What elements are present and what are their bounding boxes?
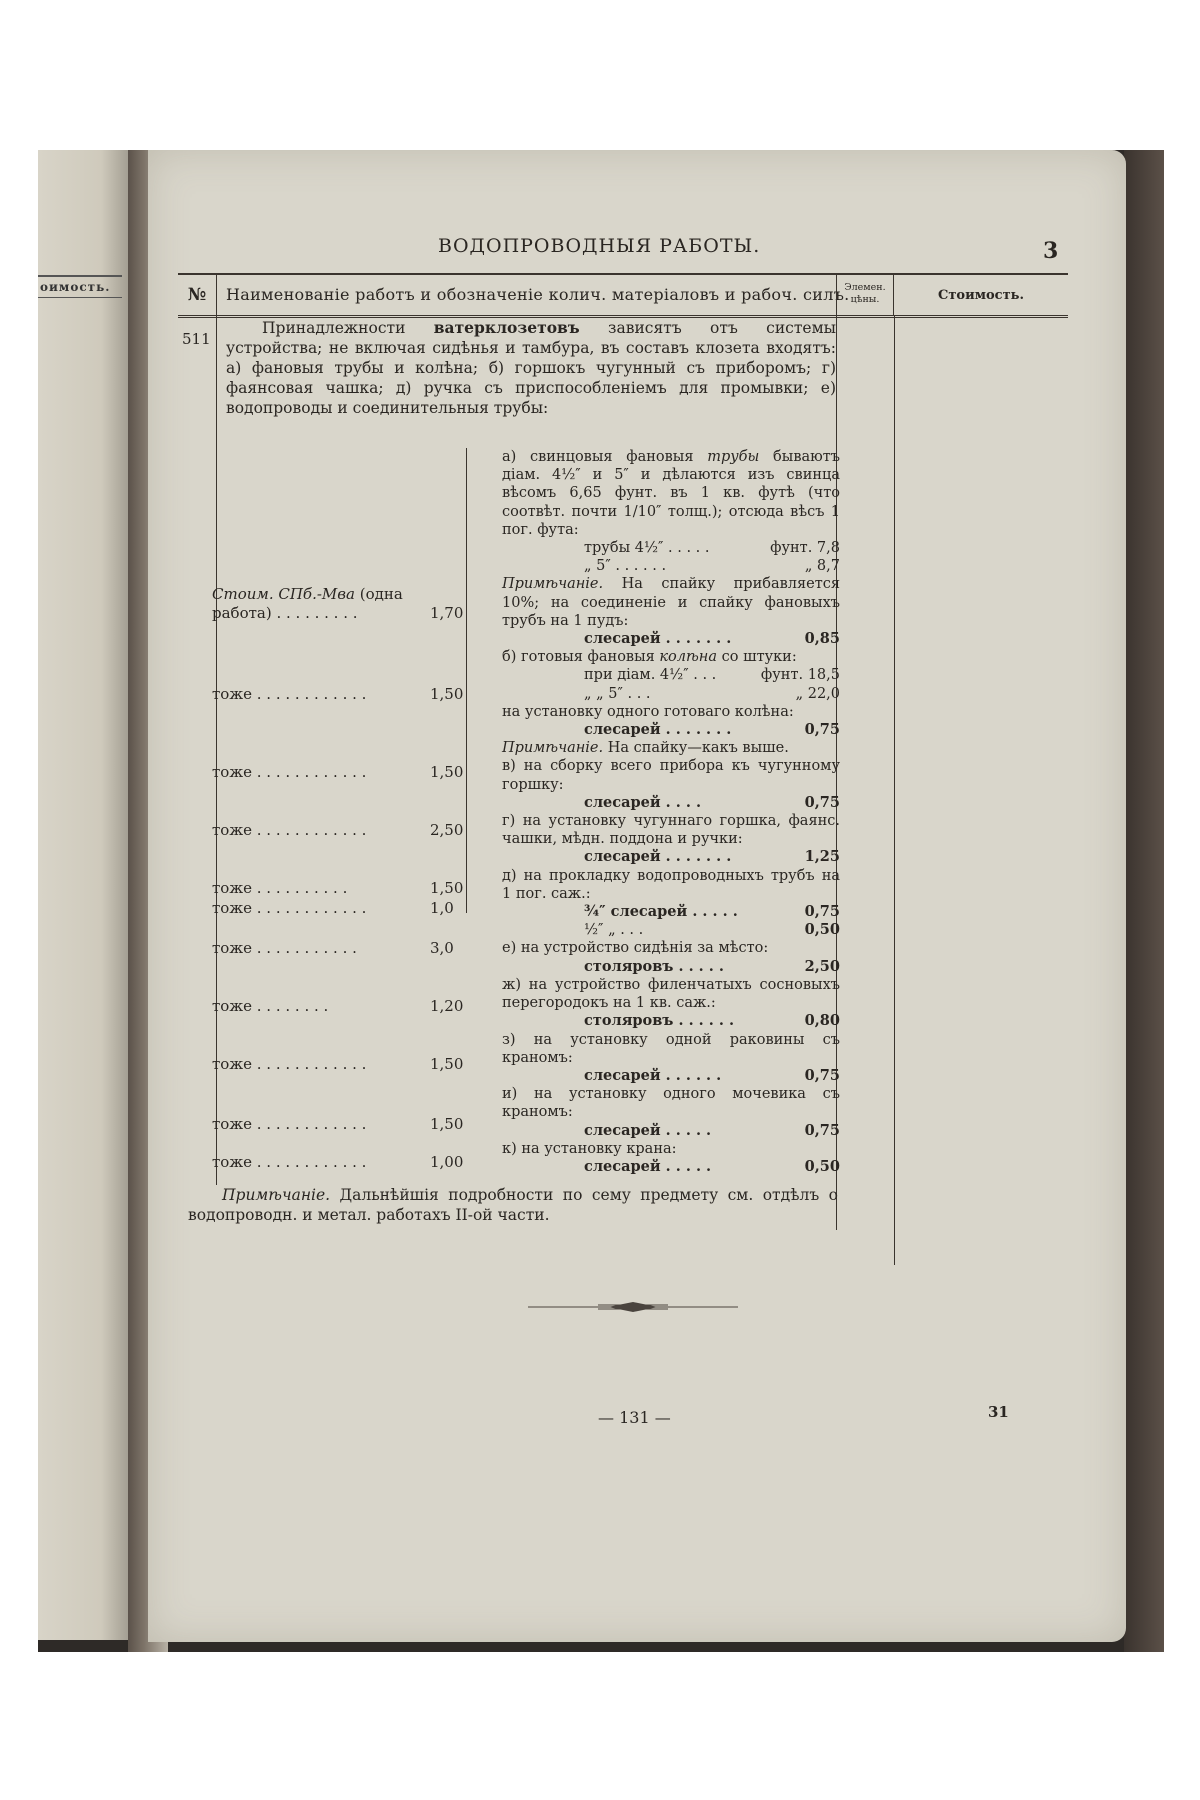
table-header <box>178 273 1068 318</box>
ornament-divider <box>528 1300 738 1314</box>
detail-fitter4: слесарей . . . . . . . 1,25 <box>584 848 840 866</box>
cost-column <box>178 445 468 1175</box>
cost-row: тоже . . . . . . . . . . 1,50 <box>212 879 464 897</box>
detail-pipe1: трубы 4½″ . . . . . фунт. 7,8 <box>584 540 840 557</box>
cost-row: тоже . . . . . . . . . . . . 1,50 <box>212 685 464 703</box>
detail-joiner2: столяровъ . . . . . . 0,80 <box>584 1012 840 1030</box>
entry-intro: Принадлежности ватерклозетовъ зависятъ отъ системы устройства; не включая сидѣнья и тамбура, въ составъ клозета входятъ: а) фановыя трубы и колѣна; б) горшокъ чугунный съ приборомъ; г) фаянсовая чашка; д) ручка съ приспособленіемъ для промывки; е) водопроводы и соединительныя трубы: <box>226 318 836 417</box>
detail-b: б) готовыя фановыя колѣна со штуки: <box>502 649 797 666</box>
detail-fitter2: слесарей . . . . . . . 0,75 <box>584 721 840 739</box>
header-number: № <box>178 275 217 315</box>
header-element-prices: Элемен. цѣны. <box>836 275 894 315</box>
detail-pipe2: „ 5″ . . . . . . „ 8,7 <box>584 558 840 575</box>
cost-row: тоже . . . . . . . . . . . . 1,50 <box>212 1055 464 1073</box>
detail-k: к) на установку крана: <box>502 1140 677 1157</box>
running-head: ВОДОПРОВОДНЫЯ РАБОТЫ. <box>438 235 761 257</box>
detail-fitter5: слесарей . . . . . . 0,75 <box>584 1066 840 1084</box>
cost-row: тоже . . . . . . . . . . . 3,0 <box>212 939 454 957</box>
detail-d: д) на прокладку водопроводныхъ трубъ на 1 пог. саж.: <box>502 867 840 902</box>
detail-note2: Примѣчаніе. На спайку—какъ выше. <box>502 740 789 757</box>
left-page <box>38 150 130 1640</box>
cost-first: Стоим. СПб.-Мва (одна работа) . . . . . . . . . 1,70 <box>212 585 464 622</box>
rule-element-prices-right <box>894 315 895 1265</box>
detail-zh: ж) на устройство филенчатыхъ сосновыхъ перегородокъ на 1 кв. саж.: <box>502 976 840 1012</box>
detail-d1: ¾″ слесарей . . . . . 0,75 <box>584 903 840 921</box>
detail-fitter7: слесарей . . . . . 0,50 <box>584 1157 840 1175</box>
cost-row: тоже . . . . . . . . 1,20 <box>212 997 464 1015</box>
detail-g: г) на установку чугуннаго горшка, фаянс. чашки, мѣдн. поддона и ручки: <box>502 813 840 848</box>
cost-row: тоже . . . . . . . . . . . . 1,00 <box>212 1153 464 1171</box>
detail-d2: ½″ „ . . . 0,50 <box>584 921 840 939</box>
detail-b-install: на установку одного готоваго колѣна: <box>502 703 794 720</box>
footnote: Примѣчаніе. Дальнѣйшія подробности по сему предмету см. отдѣлъ о водопроводн. и метал. работахъ II-ой части. <box>188 1186 838 1224</box>
folio-right: 31 <box>988 1403 1009 1421</box>
detail-b2: „ „ 5″ . . . „ 22,0 <box>584 685 840 702</box>
details-column <box>484 448 840 1176</box>
detail-fitter3: слесарей . . . . 0,75 <box>584 793 840 811</box>
detail-a: а) свинцовыя фановыя трубы бываютъ діам. 4½″ и 5″ и дѣлаются изъ свинца вѣсомъ 6,65 фунт. въ 1 кв. футѣ (что соотвѣт. почти 1/10″ толщ.); отсюда вѣсъ 1 пог. фута: <box>502 449 840 538</box>
detail-i: и) на установку одного мочевика съ краномъ: <box>502 1086 840 1121</box>
book-photo <box>38 150 1164 1652</box>
detail-v: в) на сборку всего прибора къ чугунному горшку: <box>502 758 840 793</box>
cost-row: тоже . . . . . . . . . . . . 2,50 <box>212 821 464 839</box>
detail-z: з) на установку одной раковины съ краномъ: <box>502 1031 840 1066</box>
detail-fitter1: слесарей . . . . . . . 0,85 <box>584 630 840 648</box>
header-name: Наименованіе работъ и обозначеніе колич. матеріаловъ и рабоч. силъ. <box>226 285 850 304</box>
cost-row: тоже . . . . . . . . . . . . 1,0 <box>212 899 454 917</box>
detail-fitter6: слесарей . . . . . 0,75 <box>584 1121 840 1139</box>
detail-b1: при діам. 4½″ . . . фунт. 18,5 <box>584 667 840 684</box>
cost-row: тоже . . . . . . . . . . . . 1,50 <box>212 1115 464 1133</box>
cost-row: тоже . . . . . . . . . . . . 1,50 <box>212 763 464 781</box>
left-page-header-fragment: оимость. <box>38 275 122 298</box>
entry-number: 511 <box>182 330 211 348</box>
detail-joiner1: столяровъ . . . . . 2,50 <box>584 957 840 975</box>
cost-first-value: 1,70 <box>430 604 464 622</box>
book-cover-edge <box>1124 150 1164 1652</box>
detail-e: е) на устройство сидѣнія за мѣсто: <box>502 940 769 957</box>
right-page <box>148 150 1126 1642</box>
detail-note1: Примѣчаніе. На спайку прибавляется 10%; на соединеніе и спайку фановыхъ трубъ на 1 пудъ: <box>502 576 840 629</box>
page-number: 3 <box>1043 238 1059 264</box>
entry-intro-bold: ватерклозетовъ <box>433 318 580 337</box>
folio: — 131 — <box>598 1408 671 1427</box>
header-cost: Стоимость. <box>938 288 1024 303</box>
